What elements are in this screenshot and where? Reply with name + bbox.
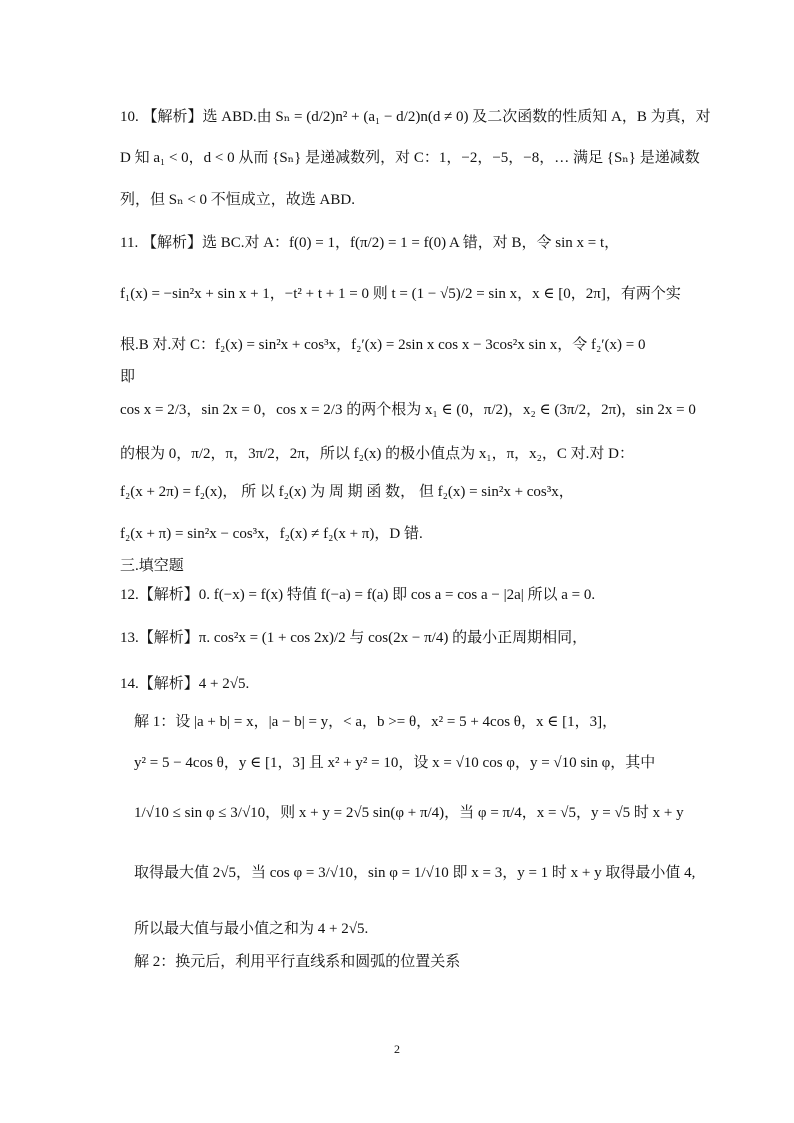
solution-10-line-3: 列，但 Sₙ < 0 不恒成立，故选 ABD.: [120, 192, 355, 208]
solution-14-method-1-line-1: 解 1：设 |a + b| = x，|a − b| = y，< a，b >= θ，x² = 5 + 4cos θ，x ∈ [1，3]，: [134, 714, 618, 730]
solution-14-method-1-line-3: 1/√10 ≤ sin φ ≤ 3/√10，则 x + y = 2√5 sin(φ + π/4)，当 φ = π/4，x = √5，y = √5 时 x + y: [134, 805, 684, 821]
solution-12: 12.【解析】0. f(−x) = f(x) 特值 f(−a) = f(a) 即 cos a = cos a − |2a| 所以 a = 0.: [120, 587, 596, 603]
solution-14-method-1-line-4: 取得最大值 2√5，当 cos φ = 3/√10，sin φ = 1/√10 即 x = 3，y = 1 时 x + y 取得最小值 4,: [134, 865, 696, 881]
solution-13: 13.【解析】π. cos²x = (1 + cos 2x)/2 与 cos(2x − π/4) 的最小正周期相同，: [120, 630, 588, 646]
solution-14-method-1-line-2: y² = 5 − 4cos θ，y ∈ [1，3] 且 x² + y² = 10，设 x = √10 cos φ，y = √10 sin φ，其中: [134, 755, 656, 771]
solution-10-line-2: D 知 a₁ < 0，d < 0 从而 {Sₙ} 是递减数列，对 C：1，−2，−5，−8，… 满足 {Sₙ} 是递减数: [120, 150, 700, 166]
solution-10-line-1: 10. 【解析】选 ABD.由 Sₙ = (d/2)n² + (a₁ − d/2)n(d ≠ 0) 及二次函数的性质知 A，B 为真，对: [120, 109, 711, 125]
solution-11-line-7: f₂(x + 2π) = f₂(x)， 所 以 f₂(x) 为 周 期 函 数， 但 f₂(x) = sin²x + cos³x，: [120, 484, 574, 500]
solution-14-method-1-line-5: 所以最大值与最小值之和为 4 + 2√5.: [134, 921, 369, 937]
solution-11-line-1: 11. 【解析】选 BC.对 A：f(0) = 1，f(π/2) = 1 = f(0) A 错，对 B，令 sin x = t，: [120, 235, 620, 251]
solution-11-line-6: 的根为 0，π/2，π，3π/2，2π，所以 f₂(x) 的极小值点为 x₁，π，x₂，C 对.对 D：: [120, 446, 634, 462]
section-heading-fill-in: 三.填空题: [120, 558, 184, 574]
solution-11-line-3: 根.B 对.对 C：f₂(x) = sin²x + cos³x，f₂′(x) = 2sin x cos x − 3cos²x sin x，令 f₂′(x) = 0: [120, 337, 646, 353]
solution-11-line-5: cos x = 2/3，sin 2x = 0，cos x = 2/3 的两个根为 x₁ ∈ (0，π/2)，x₂ ∈ (3π/2，2π)，sin 2x = 0: [120, 402, 696, 418]
solution-11-line-8: f₂(x + π) = sin²x − cos³x，f₂(x) ≠ f₂(x + π)，D 错.: [120, 526, 423, 542]
solution-14-header: 14.【解析】4 + 2√5.: [120, 676, 250, 692]
page-number: 2: [394, 1042, 400, 1056]
solution-14-method-2: 解 2：换元后，利用平行直线系和圆弧的位置关系: [134, 954, 461, 970]
solution-11-line-4: 即: [120, 369, 136, 385]
solution-11-line-2: f₁(x) = −sin²x + sin x + 1，−t² + t + 1 = 0 则 t = (1 − √5)/2 = sin x，x ∈ [0，2π]，有两个实: [120, 286, 681, 302]
